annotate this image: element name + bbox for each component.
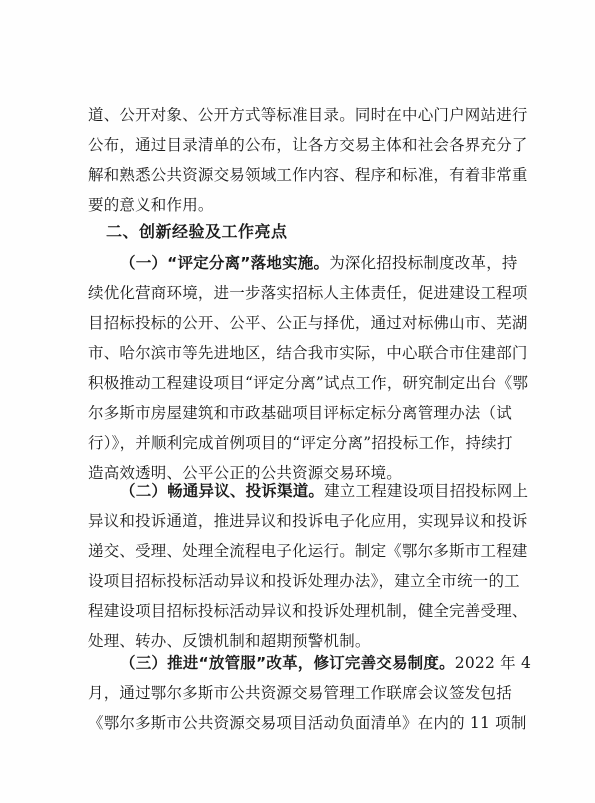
item3-title: （三）推进“放管服”改革，修订完善交易制度。 (120, 654, 455, 672)
text-line: 处理、转办、反馈机制和超期预警机制。 (88, 632, 371, 650)
text-line: 异议和投诉通道，推进异议和投诉电子化应用，实现异议和投诉 (88, 512, 528, 530)
text-line: 设项目招标投标活动异议和投诉处理办法》，建立全市统一的工 (88, 572, 520, 590)
text-line: 要的意义和作用。 (88, 196, 214, 214)
item3-paragraph (88, 648, 532, 738)
item1-first-line-text: 为深化招投标制度改革，持 (329, 254, 518, 272)
item2-first-line-text: 建立工程建设项目招投标网上 (324, 482, 529, 500)
intro-paragraph (88, 100, 528, 220)
text-line: 递交、受理、处理全流程电子化运行。制定《鄂尔多斯市工程建 (88, 542, 528, 560)
text-line: 《鄂尔多斯市公共资源交易项目活动负面清单》在内的 11 项制 (88, 714, 527, 732)
text-line: 积极推动工程建设项目“评定分离”试点工作，研究制定出台《鄂 (88, 374, 529, 392)
text-line: 行）》，并顺利完成首例项目的“评定分离”招投标工作，持续打 (88, 434, 513, 452)
item3-first-line (88, 648, 532, 678)
item2-title: （二）畅通异议、投诉渠道。 (120, 482, 325, 500)
text-line: 市、哈尔滨市等先进地区，结合我市实际，中心联合市住建部门 (88, 344, 528, 362)
section-heading: 二、创新经验及工作亮点 (106, 222, 288, 241)
text-line: 道、公开对象、公开方式等标准目录。同时在中心门户网站进行 (88, 106, 528, 124)
text-line: 公布，通过目录清单的公布，让各方交易主体和社会各界充分了 (88, 136, 528, 154)
item1-paragraph (88, 248, 529, 488)
text-line: 解和熟悉公共资源交易领域工作内容、程序和标准，有着非常重 (88, 166, 528, 184)
text-line: 尔多斯市房屋建筑和市政基础项目评标定标分离管理办法（试 (88, 404, 512, 422)
item1-first-line (88, 248, 518, 278)
text-line: 续优化营商环境，进一步落实招标人主体责任，促进建设工程项 (88, 284, 528, 302)
text-line: 目招标投标的公开、公平、公正与择优，通过对标佛山市、芜湖 (88, 314, 528, 332)
text-line: 造高效透明、公平公正的公共资源交易环境。 (88, 464, 403, 482)
item3-first-line-text: 2022 年 4 (454, 654, 532, 672)
text-line: 程建设项目招标投标活动异议和投诉处理机制，健全完善受理、 (88, 602, 528, 620)
text-line: 月，通过鄂尔多斯市公共资源交易管理工作联席会议签发包括 (88, 684, 512, 702)
item2-first-line (88, 476, 529, 506)
item1-title: （一）“评定分离”落地实施。 (120, 254, 330, 272)
item2-paragraph (88, 476, 529, 656)
